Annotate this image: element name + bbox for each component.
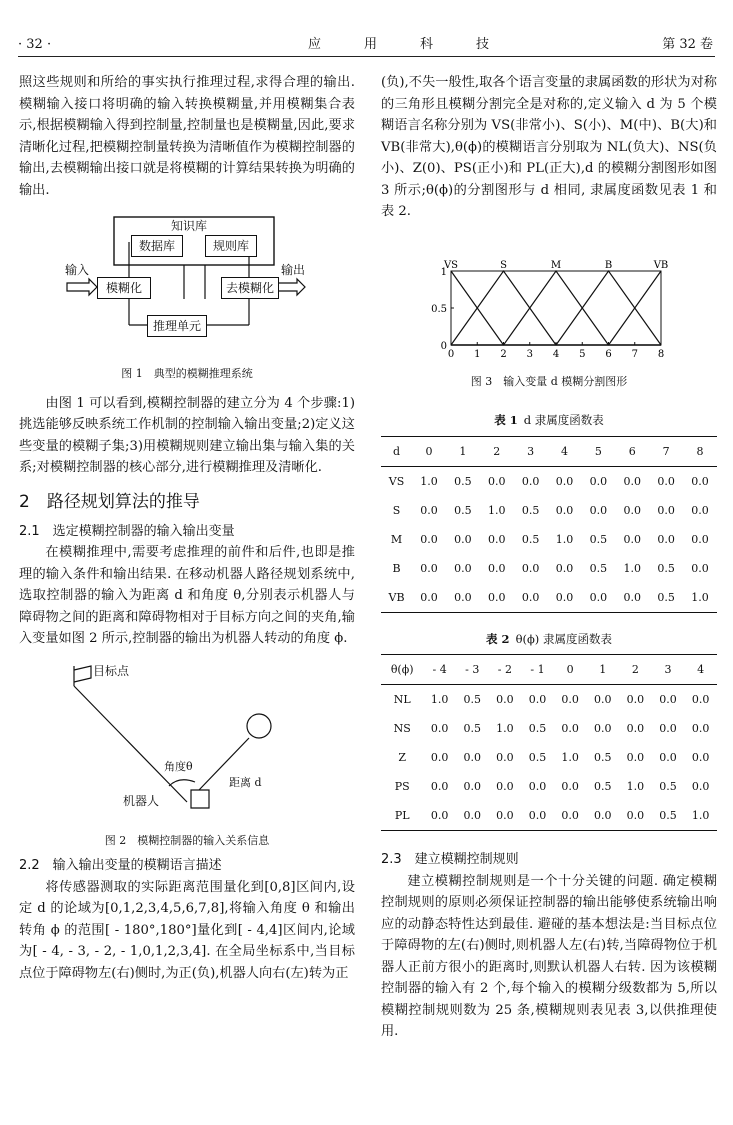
table-cell: 0.0 [463,809,482,822]
table-cell: 0.0 [626,693,645,706]
table-cell: 0.5 [657,590,675,604]
table-header-cell: - 1 [530,663,545,676]
table-header-cell: 8 [696,444,704,458]
x-tick-label: 6 [605,348,612,360]
table-2-title: θ(ϕ) 隶属度函数表 [515,631,612,646]
table-header-cell: 3 [664,663,672,676]
y-tick-label: 1 [440,266,447,278]
table-cell: 0.0 [561,780,579,793]
x-tick-label: 2 [500,348,507,360]
table-cell: 0.0 [657,503,675,517]
table-cell: 0.0 [430,809,449,822]
table-cell: 0.0 [691,561,709,575]
section-heading: 2 路径规划算法的推导 [19,491,200,512]
table-cell: 0.0 [521,561,540,575]
table-cell: 0.0 [691,532,709,546]
x-tick-label: 4 [552,348,560,360]
paragraph: 由图 1 可以看到,模糊控制器的建立分为 4 个步骤:1)挑选能够反映系统工作机制的控制输入输出变量;2)定义这些变量的模糊子集;3)用模糊规则建立输出集与输入集的关系;对模糊控制器的核心部分,进行模糊推理及清晰化. [19,395,355,475]
table-cell: 0.0 [561,722,579,735]
table-2 [381,654,717,831]
table-header-cell: 2 [631,663,639,676]
table-cell: 0.0 [691,722,710,735]
right-column [381,72,717,1043]
x-tick-label: 1 [474,348,481,360]
x-tick-label: 5 [579,348,586,360]
table-cell: 0.0 [691,503,709,517]
table-cell: 0.0 [626,751,645,764]
volume-label: 第 32 卷 [662,37,713,52]
angle-label: 角度θ [164,759,193,773]
table-header-cell: 0 [425,444,433,458]
table-cell: 0.0 [623,532,641,546]
table-cell: 0.0 [487,532,506,546]
table-cell: 0.5 [528,722,547,735]
table-header-cell: 1 [599,663,607,676]
table-cell: 0.5 [463,693,482,706]
series-label: M [550,259,562,271]
table-cell: 0.0 [589,474,608,488]
table-1-title: d 隶属度函数表 [523,413,604,427]
table-cell: 0.0 [691,780,710,793]
table-cell: 0.0 [454,590,472,604]
table-cell: 0.0 [691,751,710,764]
table-row [381,583,717,613]
table-cell: NL [393,693,411,706]
x-tick-label: 0 [447,348,455,360]
rulebase-box: 规则库 [205,235,257,257]
target-label: 目标点 [93,663,130,678]
table-cell: 0.0 [496,693,514,706]
table-cell: 0.0 [623,474,641,488]
table-cell: 0.0 [561,693,579,706]
table-header-cell: d [392,444,401,458]
table-row [381,743,717,772]
table-cell: 0.0 [657,532,675,546]
knowledge-base-label: 知识库 [159,219,219,233]
table-cell: 0.5 [589,561,608,575]
table-cell: 0.5 [594,751,612,764]
table-cell: 0.0 [555,590,574,604]
y-tick-label: 0 [440,340,447,352]
table-cell: 1.0 [487,503,506,517]
table-cell: 0.5 [521,503,540,517]
table-cell: VB [388,590,405,604]
figure-3 [381,257,717,367]
series-label: B [604,259,613,271]
table-cell: PS [394,780,410,793]
table-cell: 1.0 [561,751,579,764]
table-cell: 0.0 [454,532,472,546]
table-header-cell: 3 [527,444,535,458]
figure-1 [19,213,355,363]
table-cell: 0.5 [659,780,677,793]
defuzzify-box: 去模糊化 [221,277,279,299]
subsection-heading: 2.2 输入输出变量的模糊语言描述 [19,858,222,873]
table-cell: 0.0 [420,503,438,517]
table-header-cell: 5 [594,444,602,458]
page-number: · 32 · [18,37,52,52]
fuzzify-box: 模糊化 [97,277,151,299]
series-line-b [451,271,661,345]
paragraph: 在模糊推理中,需要考虑推理的前件和后件,也即是推理的输入条件和输出结果. 在移动机器人路径规划系统中, 选取控制器的输入为距离 d 和角度 θ,分别表示机器人与障碍物之间的距离和障碍物相对于目标方向之间的夹角,输入变量如图 2 所示,控制器的输出为机器人转动的角度 ϕ. [19,545,355,646]
table-cell: 0.0 [623,590,641,604]
table-cell: 0.0 [430,780,449,793]
table-cell: 0.5 [454,503,472,517]
x-tick-label: 7 [631,348,638,360]
left-column [19,72,355,984]
journal-char: 用 [364,37,379,52]
subsection-heading: 2.1 选定模糊控制器的输入输出变量 [19,523,235,539]
table-cell: 0.0 [496,780,514,793]
table-cell: 0.0 [521,590,540,604]
journal-char: 应 [308,37,323,52]
table-cell: 1.0 [623,561,641,575]
table-header-cell: 4 [560,444,568,458]
figure-3-caption: 图 3 输入变量 d 模糊分割图形 [470,374,628,388]
table-cell: 1.0 [420,474,438,488]
series-line-vb [451,271,661,345]
series-line-vs [451,271,661,345]
table-cell: 0.0 [454,561,472,575]
table-cell: 0.0 [659,693,677,706]
table-cell: 1.0 [496,722,514,735]
table-cell: 0.0 [626,722,645,735]
table-row [381,466,717,496]
table-row [381,772,717,801]
table-cell: 0.5 [657,561,675,575]
table-header-cell: - 4 [432,663,447,676]
table-cell: 1.0 [691,590,709,604]
robot-label: 机器人 [123,793,160,808]
table-cell: 0.0 [561,809,579,822]
paragraph: 建立模糊控制规则是一个十分关键的问题. 确定模糊控制规则的原则必须保证控制器的输出能够使系统输出响应的动静态特性达到最佳. 避碰的基本想法是:当目标点位于障碍物的左(右)侧时,则机器人左(右)转,当障碍物位于机器人正前方很小的距离时,则默认机器人右转. 因为该模糊控制器的输入有 2 个,每个输入的模糊分级数都为 5,所以模糊控制规则数为 25 条,模糊规则表见表 3,以供推理使用. [381,873,717,1039]
table-header-cell: 7 [662,444,670,458]
table-cell: 1.0 [691,809,710,822]
table-1 [381,436,717,613]
table-cell: B [392,561,401,575]
table-row [381,801,717,831]
table-cell: NS [393,722,411,735]
table-header-cell: θ(ϕ) [390,663,414,676]
table-cell: 0.5 [594,780,612,793]
journal-char: 技 [476,37,491,52]
table-cell: 0.0 [691,474,709,488]
series-label: S [500,259,507,271]
table-row [381,714,717,743]
table-cell: 0.0 [487,474,506,488]
table-cell: 0.0 [659,751,677,764]
table-cell: 0.0 [463,751,482,764]
table-cell: 0.0 [420,561,438,575]
page-header [18,30,715,57]
table-cell: M [390,532,403,546]
journal-name [308,34,532,56]
inference-box: 推理单元 [147,315,207,337]
table-cell: 0.5 [521,532,540,546]
table-cell: 0.0 [657,474,675,488]
table-cell: 0.5 [454,474,472,488]
table-cell: 0.5 [659,809,677,822]
table-cell: 0.0 [487,590,506,604]
table-1-caption [381,410,717,432]
table-cell: 1.0 [626,780,645,793]
table-row [381,525,717,554]
table-header-cell: 1 [459,444,467,458]
table-cell: 0.0 [589,590,608,604]
table-cell: 0.0 [528,809,547,822]
table-cell: 0.0 [487,561,506,575]
series-label: VB [653,259,669,271]
table-cell: 0.0 [496,751,514,764]
table-cell: 0.0 [594,809,612,822]
database-box: 数据库 [131,235,183,257]
table-cell: 0.0 [528,693,547,706]
paragraph: 照这些规则和所给的事实执行推理过程,求得合理的输出. 模糊输入接口将明确的输入转换模糊量,并用模糊集合表示,根据模糊输入得到控制量,控制量也是模糊量,因此,要求清晰化过程,把模糊控制量转换为清晰值作为模糊控制器的输出,去模糊输出接口就是将模糊的计算结果转换为明确的输出. [19,75,355,198]
table-2-number: 表 2 [486,631,510,646]
table-cell: 0.0 [463,780,482,793]
table-cell: 0.0 [420,532,438,546]
figure-1-connectors [19,213,355,363]
table-cell: VS [388,474,405,488]
table-cell: 0.0 [589,503,608,517]
figure-2 [19,664,355,826]
series-line-s [451,271,661,345]
paragraph: (负),不失一般性,取各个语言变量的隶属函数的形状为对称的三角形且模糊分割完全是对称的,定义输入 d 为 5 个模糊语言名称分别为 VS(非常小)、S(小)、M(中)、B(大)和 VB(非常大),θ(ϕ)的模糊语言分别取为 NL(负大)、NS(负小)、Z(0)、PS(正小)和 PL(正大),d 的模糊分割图形如图 3 所示;θ(ϕ)的分割图形与 d 相同, 隶属度函数见表 1 和表 2. [381,75,717,219]
y-tick-label: 0.5 [431,303,447,315]
table-header-cell: - 2 [497,663,513,676]
table-cell: 0.0 [430,751,449,764]
x-tick-label: 8 [657,348,665,360]
table-cell: PL [394,809,410,822]
table-2-caption [381,629,717,651]
table-cell: 0.0 [528,780,547,793]
table-cell: 1.0 [555,532,574,546]
distance-label: 距离 d [229,775,262,789]
membership-chart [381,257,717,367]
table-cell: 0.0 [521,474,540,488]
paragraph: 将传感器测取的实际距离范围量化到[0,8]区间内,设定 d 的论域为[0,1,2,3,4,5,6,7,8],将输入角度 θ 和输出转角 ϕ 的范围[ - 180°,180°]量化到[ - 4,4]区间内,论域为[ - 4, - 3, - 2, - 1,0,1,2,3,4]. 在全局坐标系中,当目标点位于障碍物左(右)侧时,为正(负),机器人向右(左)转为正 [19,879,355,981]
table-cell: 0.0 [659,722,677,735]
table-header-cell: 4 [697,663,705,676]
figure-2-caption: 图 2 模糊控制器的输入关系信息 [104,833,270,847]
table-cell: 0.5 [589,532,608,546]
table-header-cell: 2 [493,444,501,458]
series-label: VS [443,259,459,271]
table-cell: Z [398,751,406,764]
table-cell: 0.5 [463,722,482,735]
input-label: 输入 [65,263,90,277]
table-row [381,554,717,583]
table-cell: 0.0 [496,809,514,822]
table-cell: 0.0 [594,693,612,706]
journal-char: 科 [420,37,435,52]
figure-1-caption: 图 1 典型的模糊推理系统 [121,367,253,380]
table-1-number: 表 1 [494,413,518,427]
table-cell: 0.0 [594,722,612,735]
subsection-heading: 2.3 建立模糊控制规则 [381,852,519,867]
figure-2-drawing [19,664,355,826]
table-cell: 0.0 [555,561,574,575]
table-cell: 0.0 [626,809,645,822]
table-cell: 0.0 [420,590,438,604]
x-tick-label: 3 [526,348,533,360]
table-cell: 0.0 [555,503,574,517]
table-row [381,685,717,715]
output-label: 输出 [281,263,306,277]
table-header-cell: 6 [628,444,636,458]
table-cell: 0.0 [430,722,449,735]
table-row [381,496,717,525]
table-header-cell: 0 [566,663,574,676]
table-cell: 0.5 [528,751,547,764]
series-line-m [451,271,661,345]
table-header-cell: - 3 [465,663,480,676]
table-cell: 0.0 [623,503,641,517]
table-cell: S [392,503,401,517]
plot-frame [451,271,661,345]
table-cell: 0.0 [691,693,710,706]
table-cell: 1.0 [430,693,449,706]
table-cell: 0.0 [555,474,574,488]
